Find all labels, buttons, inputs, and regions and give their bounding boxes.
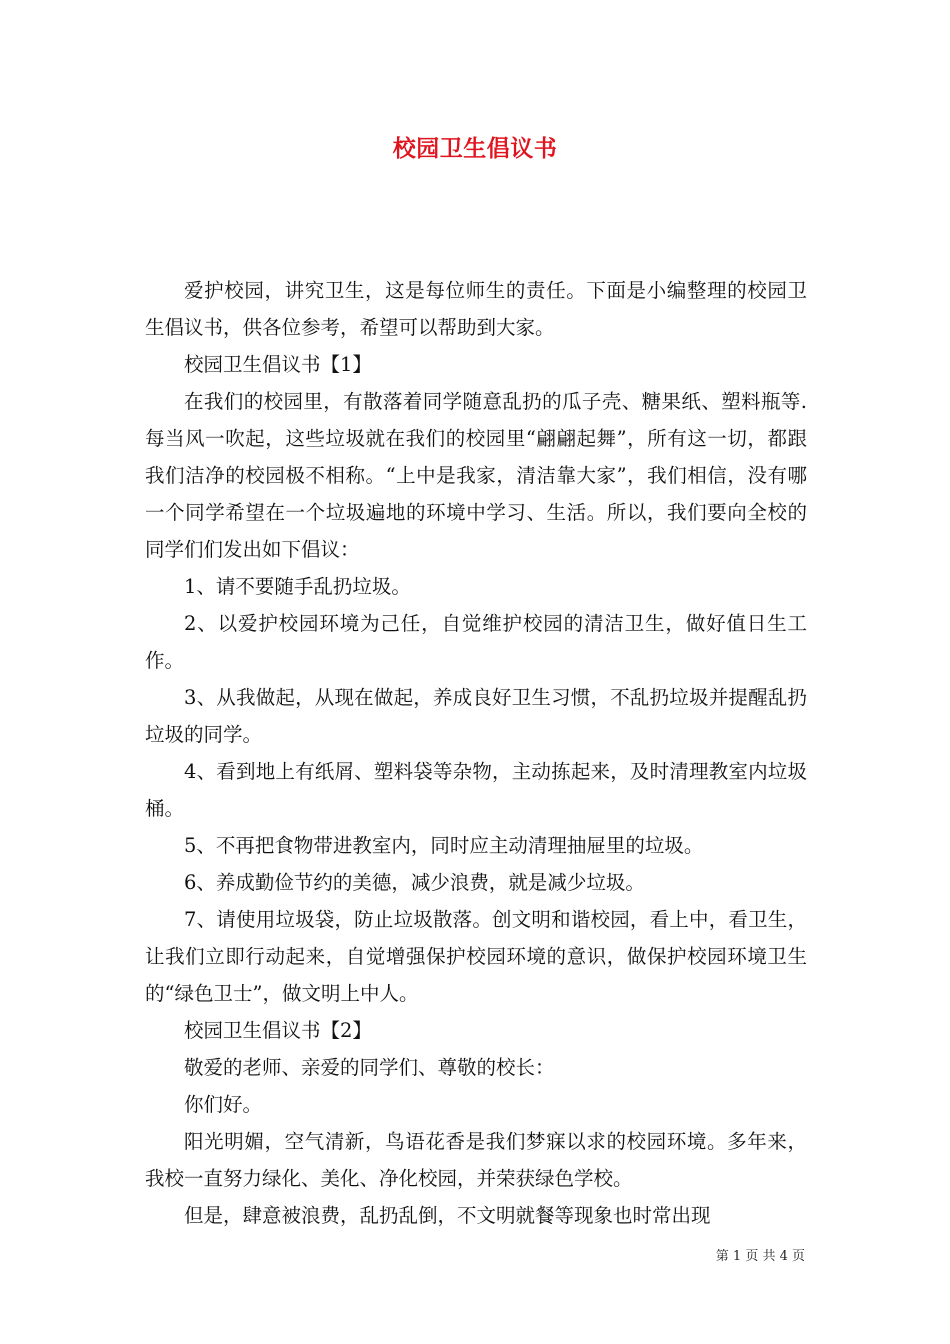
proposal-item-4: 4、看到地上有纸屑、塑料袋等杂物，主动拣起来，及时清理教室内垃圾桶。 bbox=[145, 760, 807, 820]
page-number: 第 1 页 共 4 页 bbox=[715, 1249, 805, 1264]
intro-paragraph: 爱护校园，讲究卫生，这是每位师生的责任。下面是小编整理的校园卫生倡议书，供各位参考，希望可以帮助到大家。 bbox=[145, 279, 807, 339]
greeting: 你们好。 bbox=[184, 1093, 263, 1116]
document-body bbox=[145, 272, 807, 1234]
section-heading-1: 校园卫生倡议书【1】 bbox=[184, 353, 372, 376]
body-paragraph: 阳光明媚，空气清新，鸟语花香是我们梦寐以求的校园环境。多年来，我校一直努力绿化、美化、净化校园，并荣获绿色学校。 bbox=[145, 1130, 807, 1190]
proposal-item-6: 6、养成勤俭节约的美德，减少浪费，就是减少垃圾。 bbox=[184, 871, 645, 894]
body-paragraph: 在我们的校园里，有散落着同学随意乱扔的瓜子壳、糖果纸、塑料瓶等.每当风一吹起，这些垃圾就在我们的校园里“翩翩起舞”，所有这一切，都跟我们洁净的校园极不相称。“上中是我家，清洁靠大家”，我们相信，没有哪一个同学希望在一个垃圾遍地的环境中学习、生活。所以，我们要向全校的同学们们发出如下倡议： bbox=[145, 390, 807, 561]
proposal-item-2: 2、以爱护校园环境为己任，自觉维护校园的清洁卫生，做好值日生工作。 bbox=[145, 612, 807, 672]
proposal-item-5: 5、不再把食物带进教室内，同时应主动清理抽屉里的垃圾。 bbox=[184, 834, 704, 857]
proposal-item-1: 1、请不要随手乱扔垃圾。 bbox=[184, 575, 411, 598]
body-paragraph: 但是，肆意被浪费，乱扔乱倒，不文明就餐等现象也时常出现 bbox=[184, 1204, 711, 1227]
section-heading-2: 校园卫生倡议书【2】 bbox=[184, 1019, 372, 1042]
proposal-item-3: 3、从我做起，从现在做起，养成良好卫生习惯，不乱扔垃圾并提醒乱扔垃圾的同学。 bbox=[145, 686, 807, 746]
document-title: 校园卫生倡议书 bbox=[392, 135, 558, 162]
salutation: 敬爱的老师、亲爱的同学们、尊敬的校长： bbox=[184, 1056, 555, 1079]
proposal-item-7: 7、请使用垃圾袋，防止垃圾散落。创文明和谐校园，看上中，看卫生，让我们立即行动起来，自觉增强保护校园环境的意识，做保护校园环境卫生的“绿色卫士”，做文明上中人。 bbox=[145, 908, 807, 1005]
